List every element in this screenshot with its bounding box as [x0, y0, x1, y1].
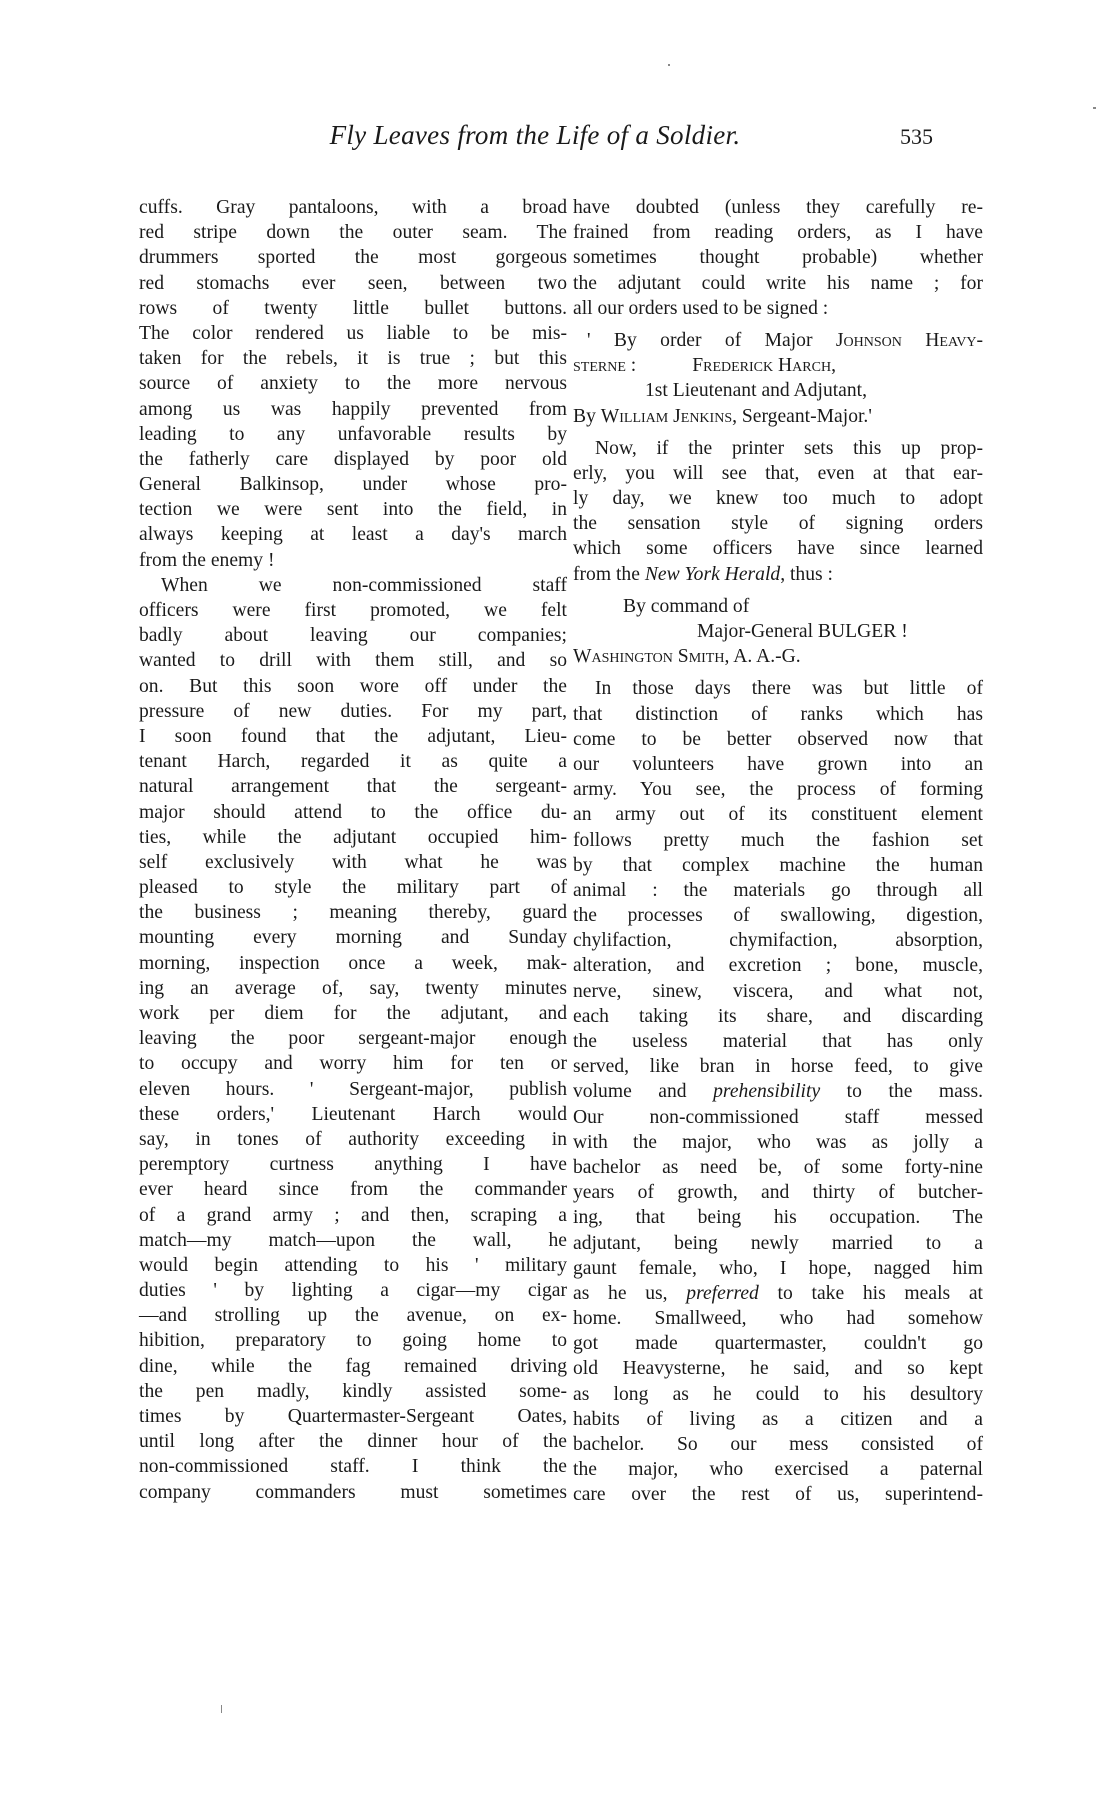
text-line: work per diem for the adjutant, and [139, 1003, 567, 1024]
text-line: home. Smallweed, who had somehow [573, 1308, 983, 1330]
text-fragment: to take his meals at [758, 1282, 983, 1304]
signature-line: Major-General BULGER ! [697, 621, 908, 642]
text-line: officers were first promoted, we felt [139, 600, 567, 621]
text-line: these orders,' Lieutenant Harch would [139, 1103, 567, 1125]
text-line: ing, that being his occupation. The [573, 1207, 983, 1229]
emphasized-word: preferred [686, 1282, 759, 1304]
scan-speck [221, 1705, 222, 1713]
officer-name: Washington Smith [573, 646, 725, 668]
text-line: eleven hours. ' Sergeant-major, publish [139, 1078, 567, 1100]
text-line: Now, if the printer sets this up prop- [595, 437, 983, 459]
text-line: ties, while the adjutant occupied him- [139, 826, 567, 848]
text-fragment: to the mass. [820, 1081, 983, 1103]
text-line: —and strolling up the avenue, on ex- [139, 1305, 567, 1327]
command-signature-block [573, 594, 983, 670]
text-line: alteration, and excretion ; bone, muscle, [573, 955, 983, 977]
text-line: In those days there was but little of [595, 678, 983, 700]
officer-name: William Jenkins [600, 405, 733, 427]
officer-name: sterne : [573, 355, 637, 377]
signature-line [573, 328, 983, 353]
officer-name: Frederick Harch, [692, 355, 836, 377]
paragraph-gap [573, 587, 983, 594]
text-line: our volunteers have grown into an [573, 753, 983, 775]
text-line: frained from reading orders, as I have [573, 222, 983, 244]
text-line: source of anxiety to the more nervous [139, 373, 567, 395]
text-line [573, 562, 983, 587]
text-line: an army out of its constituent element [573, 804, 983, 826]
text-line: dine, while the fag remained driving [139, 1355, 567, 1377]
paragraph-gap [573, 321, 983, 328]
text-line: red stomachs ever seen, between two [139, 272, 567, 294]
text-line: When we non-commissioned staff [161, 574, 567, 596]
text-line: served, like bran in horse feed, to give [573, 1056, 983, 1078]
text-line: ever heard since from the commander [139, 1179, 567, 1201]
text-line: cuffs. Gray pantaloons, with a broad [139, 197, 567, 218]
text-line: care over the rest of us, superintend- [573, 1484, 983, 1506]
text-fragment: , Sergeant-Major.' [732, 405, 872, 427]
text-line: have doubted (unless they carefully re- [573, 197, 983, 218]
text-line: the sensation style of signing orders [573, 513, 983, 535]
text-line: leaving the poor sergeant-major enough [139, 1028, 567, 1050]
text-line: non-commissioned staff. I think the [139, 1456, 567, 1478]
scan-speck [668, 64, 670, 66]
text-line: years of growth, and thirty of butcher- [573, 1182, 983, 1204]
text-line: the pen madly, kindly assisted some- [139, 1380, 567, 1402]
text-line: General Balkinsop, under whose pro- [139, 474, 567, 496]
text-line: the fatherly care displayed by poor old [139, 448, 567, 470]
text-line: that distinction of ranks which has [573, 703, 983, 725]
text-line: wanted to drill with them still, and so [139, 650, 567, 672]
text-line: gaunt female, who, I hope, nagged him [573, 1257, 983, 1279]
text-line: pleased to style the military part of [139, 877, 567, 899]
text-fragment: volume and [573, 1081, 714, 1103]
text-line: drummers sported the most gorgeous [139, 247, 567, 269]
text-line: to occupy and worry him for ten or [139, 1053, 567, 1075]
signature-line: By command of [623, 595, 750, 617]
text-line: leading to any unfavorable results by [139, 423, 567, 445]
text-line: chylifaction, chymifaction, absorption, [573, 930, 983, 952]
text-line: always keeping at least a day's march [139, 524, 567, 546]
text-line: until long after the dinner hour of the [139, 1431, 567, 1453]
paragraph-gap [573, 669, 983, 676]
text-line: duties ' by lighting a cigar—my cigar [139, 1280, 567, 1302]
officer-name: Johnson Heavy- [835, 329, 983, 351]
text-line: as long as he could to his desultory [573, 1383, 983, 1405]
text-line: peremptory curtness anything I have [139, 1154, 567, 1176]
signature-line: 1st Lieutenant and Adjutant, [645, 380, 868, 402]
text-line: morning, inspection once a week, mak- [139, 952, 567, 974]
text-line: by that complex machine the human [573, 854, 983, 876]
left-text-column [139, 195, 567, 1505]
text-line: from the enemy ! [139, 549, 275, 571]
page-number: 535 [900, 124, 933, 149]
text-line: ing an average of, say, twenty minutes [139, 977, 567, 999]
text-line: animal : the materials go through all [573, 879, 983, 901]
scan-speck [1093, 107, 1096, 109]
text-line: company commanders must sometimes [139, 1481, 567, 1503]
text-line: pressure of new duties. For my part, [139, 700, 567, 722]
text-line: natural arrangement that the sergeant- [139, 776, 567, 798]
emphasized-word: prehensibility [713, 1081, 821, 1103]
text-line: the business ; meaning thereby, guard [139, 902, 567, 924]
text-fragment: , thus : [780, 563, 833, 585]
text-line: with the major, who was as jolly a [573, 1131, 983, 1153]
newspaper-title: New York Herald [644, 563, 781, 585]
text-line: erly, you will see that, even at that ear- [573, 462, 983, 484]
text-line: which some officers have since learned [573, 538, 983, 560]
text-line: on. But this soon wore off under the [139, 675, 567, 697]
text-line: sometimes thought probable) whether [573, 247, 983, 269]
paragraph-gap [573, 429, 983, 436]
text-fragment: By [573, 405, 601, 427]
text-line: Our non-commissioned staff messed [573, 1106, 983, 1128]
running-header-title: Fly Leaves from the Life of a Soldier. [329, 120, 741, 150]
text-fragment: from the [573, 563, 645, 585]
text-line: would begin attending to his ' military [139, 1254, 567, 1276]
text-line: old Heavysterne, he said, and so kept [573, 1358, 983, 1380]
text-line: follows pretty much the fashion set [573, 829, 983, 851]
text-line: of a grand army ; and then, scraping a [139, 1204, 567, 1226]
text-line: red stripe down the outer seam. The [139, 222, 567, 244]
text-line: I soon found that the adjutant, Lieu- [139, 725, 567, 747]
text-line [573, 1079, 983, 1104]
text-line: the major, who exercised a paternal [573, 1459, 983, 1481]
text-line: taken for the rebels, it is true ; but this [139, 348, 567, 370]
text-line: all our orders used to be signed : [573, 297, 829, 319]
text-line: bachelor. So our mess consisted of [573, 1434, 983, 1455]
text-line: major should attend to the office du- [139, 801, 567, 823]
text-line: bachelor as need be, of some forty-nine [573, 1156, 983, 1178]
text-line: the processes of swallowing, digestion, [573, 905, 983, 927]
text-line: nerve, sinew, viscera, and what not, [573, 980, 983, 1002]
signature-line [573, 404, 983, 429]
text-line: got made quartermaster, couldn't go [573, 1333, 983, 1355]
text-line: The color rendered us liable to be mis- [139, 322, 567, 344]
signature-line [573, 353, 983, 378]
text-line: habits of living as a citizen and a [573, 1408, 983, 1430]
text-fragment: , A. A.-G. [724, 646, 801, 668]
text-line: adjutant, being newly married to a [573, 1232, 983, 1254]
order-signature-block [573, 328, 983, 429]
text-line: come to be better observed now that [573, 728, 983, 750]
text-fragment: as he us, [573, 1282, 687, 1304]
text-line: among us was happily prevented from [139, 398, 567, 420]
text-line [573, 1281, 983, 1306]
text-line: say, in tones of authority exceeding in [139, 1128, 567, 1150]
text-line: ly day, we knew too much to adopt [573, 488, 983, 510]
text-fragment: ' By order of Major [587, 329, 836, 351]
text-line: mounting every morning and Sunday [139, 927, 567, 949]
text-line: tenant Harch, regarded it as quite a [139, 751, 567, 773]
text-line: badly about leaving our companies; [139, 625, 567, 647]
text-line: the useless material that has only [573, 1031, 983, 1052]
text-line: rows of twenty little bullet buttons. [139, 297, 567, 319]
text-line: army. You see, the process of forming [573, 779, 983, 801]
text-line: the adjutant could write his name ; for [573, 272, 983, 294]
text-line: self exclusively with what he was [139, 851, 567, 873]
signature-line [573, 644, 983, 669]
text-line: hibition, preparatory to going home to [139, 1330, 567, 1352]
text-line: times by Quartermaster-Sergeant Oates, [139, 1406, 567, 1427]
right-text-column [573, 195, 983, 1508]
text-line: each taking its share, and discarding [573, 1005, 983, 1027]
text-line: tection we were sent into the field, in [139, 499, 567, 521]
text-line: match—my match—upon the wall, he [139, 1229, 567, 1251]
